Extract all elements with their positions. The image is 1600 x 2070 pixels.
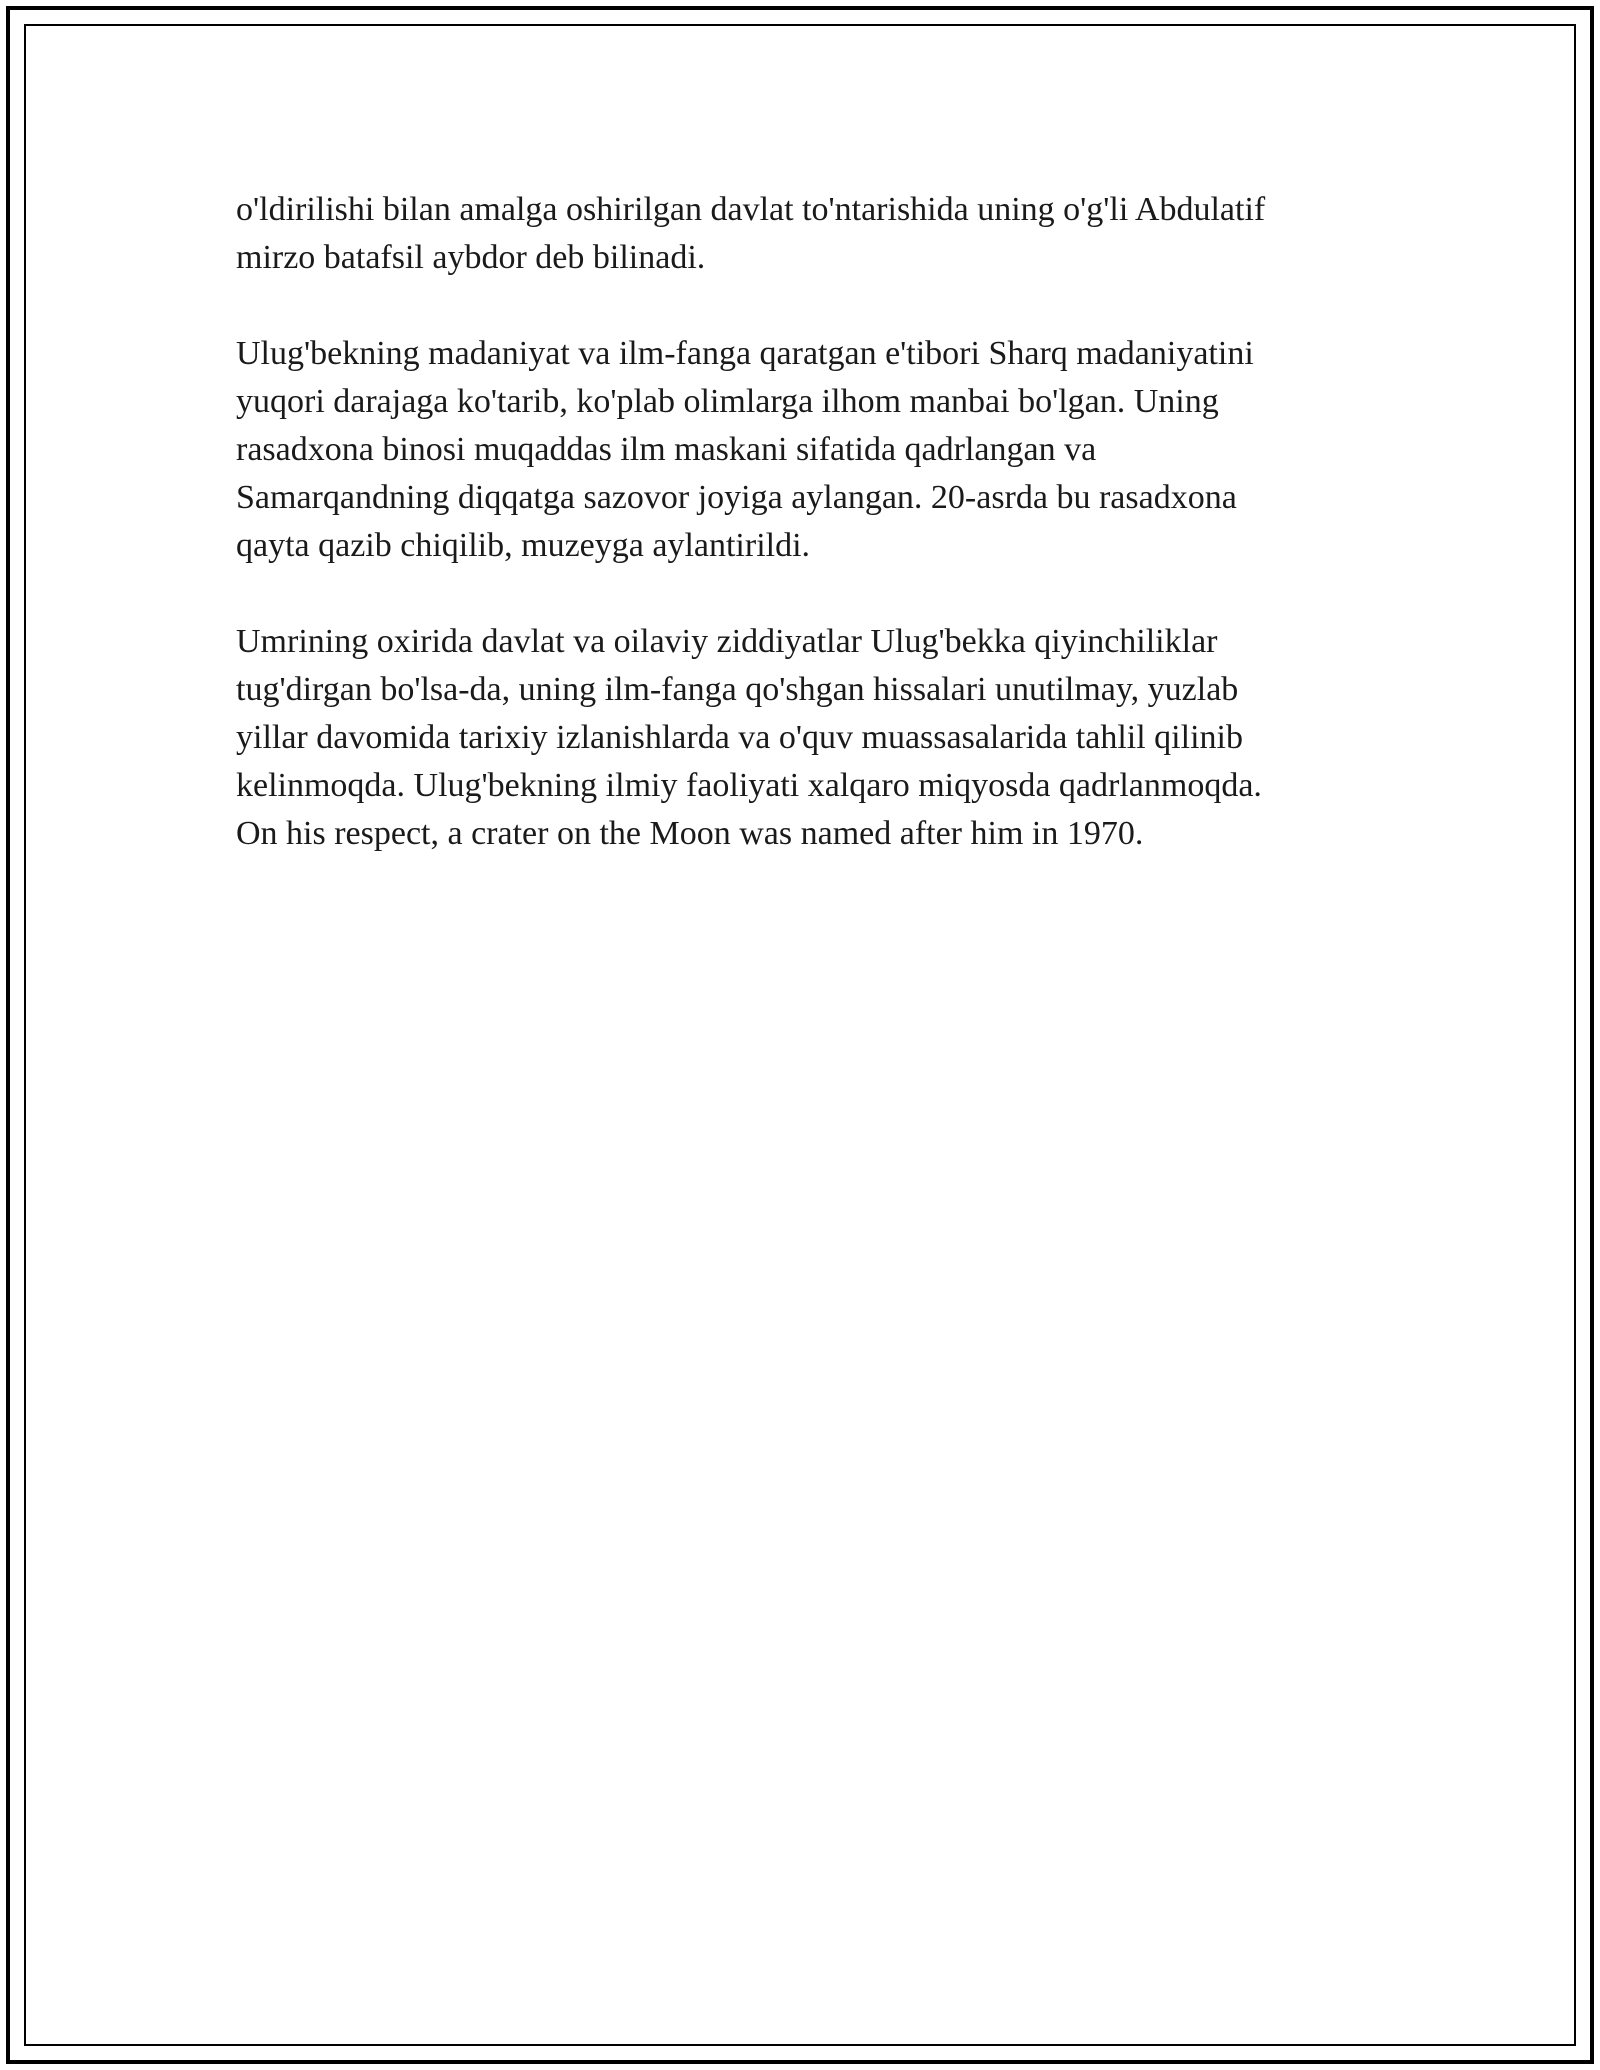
document-body	[236, 186, 1376, 906]
paragraph-1: o'ldirilishi bilan amalga oshirilgan davlat to'ntarishida uning o'g'li Abdulatif mirzo batafsil aybdor deb bilinadi.	[236, 191, 1266, 276]
paragraph-2: Ulug'bekning madaniyat va ilm-fanga qaratgan e'tibori Sharq madaniyatini yuqori darajaga ko'tarib, ko'plab olimlarga ilhom manbai bo'lgan. Uning rasadxona binosi muqaddas ilm maskani sifatida qadrlangan va Samarqandning diqqatga sazovor joyiga aylangan. 20-asrda bu rasadxona qayta qazib chiqilib, muzeyga aylantirildi.	[236, 335, 1254, 564]
paragraph-3: Umrining oxirida davlat va oilaviy ziddiyatlar Ulug'bekka qiyinchiliklar tug'dirgan bo'lsa-da, uning ilm-fanga qo'shgan hissalari unutilmay, yuzlab yillar davomida tarixiy izlanishlarda va o'quv muassasalarida tahlil qilinib kelinmoqda. Ulug'bekning ilmiy faoliyati xalqaro miqyosda qadrlanmoqda. On his respect, a crater on the Moon was named after him in 1970.	[236, 623, 1262, 852]
